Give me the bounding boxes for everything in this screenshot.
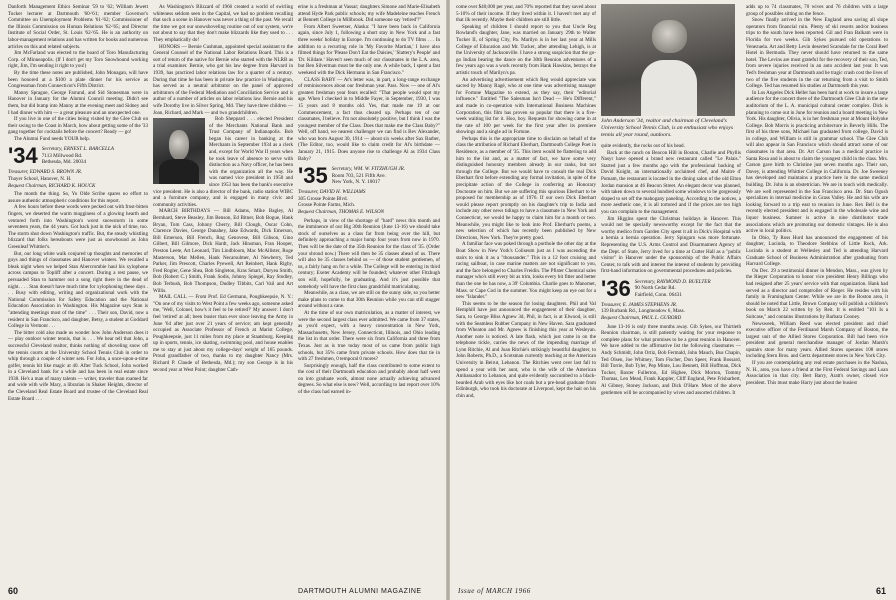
class-header-34 bbox=[8, 143, 148, 169]
paragraph: erine is a freshman at Vassar; daughters Simone and Marie-Elisabeth attend Hyde Park public schools; my wife Madeleine teaches French at Bennett College in Millbrook. Did someone say 'retired'?" bbox=[298, 4, 440, 24]
treasurer-address: Grosse Pointe Farms, Mich. bbox=[298, 202, 356, 209]
column-6 bbox=[746, 4, 888, 588]
paragraph: A few hours before these words were pecked out with frost-bitten fingers, we deserted the warm mugginess of a glowing hearth and ventured forth into Washington's worst snowstorm in some seventeen years, the 44 years. Got back just in the nick of time, too. The storm shut down Washington's traffic. But, the steady whistling blizzard that folks hereabouts were just as snowbound as John Greenleaf Whittier's. bbox=[8, 204, 148, 250]
treasurer-line: Treasurer, EDWARD S. BROWN JR. bbox=[8, 169, 83, 176]
column-5 bbox=[601, 4, 741, 588]
page-number-right: 61 bbox=[875, 586, 886, 596]
photo-figure-body bbox=[641, 60, 697, 116]
class-number: '36 bbox=[601, 275, 631, 301]
running-footer-left: DARTMOUTH ALUMNI MAGAZINE bbox=[298, 588, 422, 595]
class-number: '34 bbox=[8, 143, 38, 169]
secretary-address: Fairfield, Conn. 06431 bbox=[634, 291, 682, 298]
paragraph: On Dec. 29 a testimonial dinner in Mendon, Mass., was given by the Rieger Corporation to honor vice president Henry Billings who had resigned after 25 years' service with that organization. Hank had served as a director and comptroller of Rieger. He resides with his family in Framingham Center. While we are in the Boston area, it should be noted that Little, Brown Company will publish a children's book on March 22 written by Sy Reit. It is entitled "101 Is a Suitcase," and contains illustrations by Barbara Cooney. bbox=[746, 267, 888, 320]
paragraph: Jim McFarland was elected to the board of Toro Manufacturing Corp. of Minneapolis. (If I don't get my Toro Snowhound working right, Jim, I'm sending it right to you!) bbox=[8, 50, 148, 70]
paragraph: Back at the ranch on Beacon Hill in Boston, Charlie and Phyllis Nasyr have opened a brand new restaurant called "Le Palais." Started just a few months ago with the professional backing of David Knight, an internationally acclaimed chef, and Maitre d' Putnam, the restaurant is located in the dining salon of the old Elton Jordan mansion at 46 Beacon Street. An elegant decor was planned, with taken down to several hundred some windows to be gorgeously draped to set off the mahogany paneling. According to the notices, a more aesthetic one, it is all tortured and if the prices are too high you can complain to the management. bbox=[601, 149, 741, 215]
paragraph: As Washington's Blizzard of 1966 created a world of swirling whiteness seldom seen in the Capital, we had no problem recalling that such a scene in Hanover was never a thing of the past. We recall the time we got our snowshoveling routine out of our system, we're not about to say that they don't make blizzards like they used to . . . They emphatically do! bbox=[153, 4, 293, 43]
secretary-line: Secretary, WM. W. FITZHUGH JR. bbox=[331, 166, 406, 173]
secretary-address: Room 703, 521 Fifth Ave. bbox=[331, 172, 386, 179]
bequest-chairman: Bequest Chairman, PAUL L. GUBORD bbox=[601, 315, 682, 322]
paragraph: An advertising advertisement which Reg would appreciate was sacred by Manny Ragé, who at one time was advertising manager for Fortune Magazine to extend, as they say, their "editorial influence." Entitled "The Salesman Isn't Dead — He's Different," and made in co-operation with International Business Machines Corporation, this film has proven so popular that there is a five-week waiting list for it. Hoo, boy. Requests for showing came in at the rate of 100 per week for the first year after its premiere showings and a single ad in Fortune. bbox=[456, 76, 596, 136]
class-officers bbox=[332, 166, 405, 185]
class-number: '35 bbox=[298, 163, 328, 189]
secretary-address: Bethesda, Md. 20034 bbox=[41, 159, 87, 166]
class-officers bbox=[42, 146, 114, 165]
class-header-35 bbox=[298, 163, 440, 189]
paragraph: Newsweek, William Reed was elected president and chief executive officer of the Ferdinand Marsh Company of Boston, the largest unit of the Allied Stores Corporation. Bill had been vice president and general merchandise manager of Jordan Marsh's upstairs store for many years. Allied Stores operates 108 stores including Stern Bros. and Gertz department stores in New York City. bbox=[746, 320, 888, 360]
paragraph: This seems to be the season for losing daughters. Phil and Val Hemphill have just announced the engagement of their daughter, Sara, to George Bliss Agnew 3d, Phil, in fact, is at Elwood, is still with the Seamless Rubber Company in New Haven. Sara graduated from Wheaton and Mr. Agnew is finishing this year at Wesleyan. Another note is noticed. A late flash, which just came in on the telephone tickle, carries the news of the impending marriage of Lynn Ritchie, Al and Joan Ritchie's strikingly beautiful daughter, to John Roberts, Ph.D., a Scotsman currently teaching at the American University in Beirut, Lebanon. The Ritchies went over last fall to spend a year with her aunt, who is the wife of the American Ambassador to Lebanon, and quite evidently succumbed to a black-bearded Arab with eyes like hot coals but a pre-head graduate from Edinburgh, who took his doctorate at Liverpool, kept the hair on his chin and, bbox=[456, 300, 596, 400]
paragraph: The month the thing. So, Yo Olde Scribe spares no effort to assure authentic atmospheric conditions for this report. bbox=[8, 191, 148, 204]
paragraph: From Albert Sweetser, Alaska: "I have been back in California again, since July 1, following a short stay in New York and a fast three weeks' holiday in Europe. I'm continuing to do TV films . . . In addition to a recurring role in 'My Favorite Martian,' I have also filmed things for 'Please Don't Eat the Daisies,' 'Slattery's People' and 'Dr. Kildare.' Haven't seen much of our classmates in the L.A. area, but Ben Silverman must be the only one. A while back, I spent a fast weekend with the Dick Hermann in San Francisco." bbox=[298, 23, 440, 76]
photo-figure bbox=[652, 20, 687, 54]
paragraph: Snow finally arrived in the New England area saving all slope operators from financial ruin. Plenty of ski resorts and/or business trips to the south have been reported. Gil and Fran Balkam were in Florida for two weeks. Gib Sykes pursued old operations to Venezuela. Art and Betty Levin deserted Scarsdale for the Coral Reef Hotel in Bermuda. They never should have returned to the same hotel. The Levins are most grateful for the recovery of their son, Ted, from severe injuries received in an auto accident last year. It was Ted's freshman year at Dartmouth and he tragic crash cost the lives of two of the five students in the car returning from a visit to Smith College. Ted has resumed his studies at Dartmouth this year. bbox=[746, 17, 888, 90]
column-3 bbox=[298, 4, 440, 588]
paragraph: Manny Sprague, George Farrand, and Sid Stonesman were in Hanover in January for the Alumni Council meeting. Didn't see them, but did bump into Manny at the evening meet and Sidney and I had dinner with him — a great pleasure and an unexpected one. bbox=[8, 89, 148, 116]
paragraph: quite evidently, the rocks out of his head. bbox=[601, 143, 685, 149]
page-number-left: 60 bbox=[8, 586, 19, 596]
class-header-36 bbox=[601, 275, 741, 301]
paragraph: By the time these notes are published, John Monagan, will have been honored at a $100 a plate dinner for his service as Congressman from Connecticut's Fifth District. bbox=[8, 69, 148, 90]
paragraph: MARCH BIRTHDAYS — Bill Adams, Mike Bagley, Al Bernhard, Steve Beasley, Jim Benson, Ed Bitner, Bob Bogue, Hank Bryan, Tom Cass, Johnny Cherry, Bill Clough, Oscar Cohn, Clarence Davies, George Danahey, Jake Edwards, Dick Emerson, Bill Emerson, Bill French, Rog Genovese, Bill Gibson, Gino Gilbert, Bill Gilmore, Dick Hardt, Jack Hinsman, Fran Hooper, Preston Leete, Art Leonard, Tim Lindbloom, Mac McAllister, Roge Masterson, Mat Mellen, Hank Necarsulmer, Al Newberry, Ted Parker, Jim Prescott, Charles Pyewell, Art Reinhert, Hank Rigby, Fred Rogler, Gene Shea, Bob Singleton, Kras Smart, Duryea Smith, Bob (Robert C.) Smith, Frank Sodis, Johnny Spiegel, Ray Stodley, Bob Terbush, Bob Thompson, Dudley Tibbits, Carl Vail and Art Willis. bbox=[153, 208, 293, 294]
secretary-line: Secretary, RAYMOND D. BUELTER bbox=[634, 278, 711, 285]
running-footer-right: Issue of MARCH 1966 bbox=[458, 587, 531, 595]
column-1 bbox=[8, 4, 148, 588]
paragraph: If you live in one of the cities being visited by the Glee Club on their swing to the Coast in March, how about getting some of the '33 gang together for cocktails before the concert? Ready — go! bbox=[8, 116, 148, 136]
column-4 bbox=[456, 4, 596, 588]
paragraph: Perhaps this is the appropriate time to disclaim on behalf of the class the attribution of Richard Eberhart, Dartmouth College Poet in Residence, as a member of '35. This item would be flattering to add him to the list and, as a matter of fact, we have some very distinguished honorary members already in our ranks, but not through the College. But we would have to consult the real Dick Eberhart first before extending any formal invitation, in spite of the precipitate action of the College in conferring an Honorary Doctorate on him. But we are suffering this spurious Eberhart to be proposed for membership as of 1976. If our own Dick Eberhart would please report promptly on his daughter's trip to India and include any other news tidings to have a classmate in New York and Connecticut, we would be happy to claim him for a month or two. Meanwhile, you might like to look into Prof. Eberhart's poems, a new selection of which has recently been published by New Directions, New York. They're pretty good. bbox=[456, 135, 596, 241]
paragraph: Bob Sheppard . . . elected President of the Merchants National Bank and Trust Company of Indianapolis. Bob began his career in banking at the Merchants in September 1934 as a clerk and, except for World War II years when he took leave of absence to serve with distinction as a Navy officer, he has been with the organization all the way. He was named vice president in 1950 and since 1953 has been the bank's executive vice president. He is also a director of the bank, radio station WIBC and a furniture company, and is engaged in many civic and community activities. bbox=[153, 116, 293, 208]
paragraph: Perhaps, in view of the shortage of "hard" news this month and the imminence of our Big 30th Reunion (June 13-16) we should take stock of ourselves as a class far from being over the hill, but definitely approaching a major hump four years from now in 1970. Then will be the date of the 35th Reunion for the class of '35. (Order your shroud now.) There will then be 35 classes ahead of us. There will also be 35 classes behind us — of those student gentlemen, of us, a fairly hang on for a while. The College will be entering its third century; Exeter Academy will be founded; whatever other Fitzhugh son will, hopefully, be graduating. And it's just possible that somebody will have the first class grandchild matriculating. bbox=[298, 217, 440, 290]
paragraph: Jim Higgins spent the Christmas holidays in Hanover. This would not be specially newsworthy except for the fact that the worthy medico from Garden City spent it all in Dick's Hospital with a hernia a hernia operation. Jerry Spingarn was more fortunate. Representing the U.S. Arms Control and Disarmament Agency of the Dept. of State, Jerry lived for a time at Cutter Hall as a "public visitor" in Hanover under the sponsorship of the Public Affairs Center, to talk with and interest the interest of students by providing first-hand information on governmental procedures and policies. bbox=[601, 215, 741, 275]
class-officers bbox=[635, 279, 711, 298]
paragraph: Danforth Management Ethics Seminar '59 to '62; William Jewett Tucker lecturer at Dartmouth '60-'61; member Governor's Committee on Unemployment Problems '61-'62; Commissioner of the Illinois Commission on Human Relations '62-'65; and Director Institute of Social Order, St. Louis '62-'65. He is an authority on labor-management relations and has written for books and numerous articles on this and related subjects. bbox=[8, 4, 148, 50]
paragraph: June 13-16 is only three months away. Gib Sykes, our Thirtieth Reunion chairman, is still patiently waiting for your response to complete plans for what promises to be a great reunion in Hanover. We have added to the affirmative list the following classmates — Andy Schmidt, John Ortiz, Bob Fermald, John Mauch, Bus Chapin, Ted Olsen, Joe Whitney, Tom Fischer, Don Speer, Frank Bossard, Bill Torrie, Bob Tyler, Pep Minte, Lou Bennett, Bill Hoffman, Dick Tucker, Baxter Fullerton, Ed Higbee, Dick Morton, Tommy Thomas, Len Mead, Frank Kappler, Cliff England, Pete Frisbarbert, Al Gibney, Stoney Jackson, and Dick O'Hare. Most of the above gentlemen will be accompanied by wives and assorted children. It bbox=[601, 323, 741, 396]
paragraph: Meanwhile, as a class, we are still on the sunny side, so you better make plans to come to that 30th Reunion while you can still stagger around without a cane. bbox=[298, 290, 440, 310]
treasurer-line: Treasurer, DAVID H. WILLIAMS bbox=[298, 189, 366, 196]
secretary-address: New York, N. Y. 10017 bbox=[331, 179, 381, 186]
column-2 bbox=[153, 4, 293, 588]
bob-sheppard-portrait bbox=[153, 118, 205, 184]
treasurer-address: 305 Grosse Pointe Blvd. bbox=[298, 195, 348, 202]
john-anderson-photo bbox=[601, 4, 735, 116]
paragraph: In Ohio, Ty Ross Hurd has announced the engagement of his daughter, Lucinda, to Theodore Stebbins of Little Rock, Ark. Lucinda is a student at Wellesley and Ted is attending Harvard Graduate School of Business Administration after graduating from Harvard College. bbox=[746, 234, 888, 268]
paragraph: The bitter cold also made us wonder how John Anderson does it — play outdoor winter tennis, that is . . . We hear tell that John, a successful Cleveland realtor, thinks nothing of shoveling snow off the tennis courts at the University School Tennis Club in order to whip through a couple of winter sets. For John, a once-upon-a-time golfer, tennis hit like magic at 40. After Tuck School, John worked in a Cleveland bank for a while and has been in real estate since 1938. He's a man of many talents — writer, traveler than roamed far and wide with wife Mary, a librarian in Shaker Heights, director of the Cleveland Real Estate Board and trustee of the Cleveland Real Estate Board . . . bbox=[8, 329, 148, 402]
paragraph: Speaking of children I should report to you that Uncle Reg Rowland's daughter, Jane, was married on January 29th to Walter Tucker II, of Spring City, Pa. Marilyn is in her last year at Mills College of Education and Mr. Tucker, after attending Lehigh, is at the University of Jacksonville. I have a strong suspicion that the go-go Indian bearing the dance on the 30th Reunion adventures of a few years ago was a work recently from Hank Hawkins, betrays the artistic touch of Marilyn's pa. bbox=[456, 23, 596, 76]
paragraph: HONORS — Bernie Cushman, appointed special assistant to the General Counsel of the National Labor Relations Board. This is a sort of return of the native for Bernie who started with the NLRB as a trial examiner. Bernie, who got his law degree from Harvard in 1939, has practiced labor relations law for a quarter of a century. During that time he has been in private law practice in Washington, has served as a neutral arbitrator on the panel of approved arbitrators of the Federal Mediation and Conciliation Service and is author of a number of articles on labor relations law. Bernie and his wife Dorothy live in Silver Spring, Md. They have three children — Joan, Richard, and Mark — and two grandchildren. bbox=[153, 43, 293, 116]
portrait-suit bbox=[159, 159, 199, 184]
paragraph: adds up to 74 classmates, 70 wives and 76 children with a large group of possibles sitting on the fence. bbox=[746, 4, 888, 17]
paragraph: Surprisingly enough, half the class contributed to some extent to the cost of their Dartmouth education and probably about half went on into graduate work, almost none actually achieving advanced degrees. So what else is new? Well, according to last report over 10% of the class had earned in- bbox=[298, 362, 440, 396]
treasurer-line: Treasurer, E. JAMES STEPHENS JR. bbox=[601, 301, 678, 308]
treasurer-address: 139 Burbank Rd., Longmeadow 6, Mass. bbox=[601, 308, 685, 315]
paragraph: MAIL CALL — From Prof. Ed Germann, Poughkeepsie, N. Y.: "On one of my visits to West Point a few weeks ago, someone asked me, 'Well, Colonel, how's it feel to be retired?' My answer: I don't feel 'retired' at all; been busier than ever since leaving the Army in June '64 after just over 21 years of service; am kept generally occupied as Associate Professor of French at Marist College, Poughkeepsie, just 11 miles from my place at Staatsburg. Keeping up in sports, tennis, ice skating, swimming pool, and house enables me to stay at just about my college-days' weight of 165 pounds. Proud grandfather of two, thanks to my daughter Nancy (Mrs. Richard P. Claude of Bethesda, Md.); my son George is in his second year at West Point; daughter Cath- bbox=[153, 294, 293, 373]
secretary-address: 90 North Cedar Rd. bbox=[634, 285, 676, 292]
paragraph: come over $40,000 per year, and 70% reported that they saved about 5-10% of their income. If they lived within it. I haven't met any of that ilk recently. Maybe their children are still little. bbox=[456, 4, 596, 24]
spine-gutter bbox=[446, 0, 450, 600]
photo-caption: John Anderson '34, realtor and chairman of Cleveland's University School Tennis Club, is an enthusiast who enjoys tennis all year round, outdoors. bbox=[601, 118, 734, 138]
paragraph: CLASS BABY — At's letter was, in part, a long-range exchange of reminiscences about our freshman year. Pass. Now — one of Al's greatest freshman year fears recalled: "That people would spot my age. When I checked in to Middle Fayer, in September, 1930, I was 15 years and 8 months old. Yes, that made me 19 at our Commencement, a fact thus cleared up. Perhaps ten of our classmates, I believe. I'm not absolutely positive, but I think I was the youngest member of the Class. Does that make me the Class Baby?" Well, off hand, we nearest challenger we can find is Bev Alexander, who was born August 30, 1914 — about six weeks after Sax Barber, (The Editor, too, would like to claim credit for Al's birthdate — January 21, 1915. Does anyone rise to challenge Al as 1934 Class Baby? bbox=[298, 76, 440, 162]
paragraph: If you are contemplating any real estate purchases in the Nashua, N. H., area, you have a friend at the First Federal Savings and Loan Association in that city. Bert Barry, Aratt's owner, closed vice president. This must make Harry just about the busiest bbox=[746, 360, 888, 386]
paragraph: The Alumni Fund needs YOUR help. bbox=[14, 135, 90, 142]
paragraph: In Los Angeles Dick Heller has been hard at work to insure a large audience for the concert there of the Dartmouth Glee Club in the new auditorium of the L. A. municipal cultural center complex. Dick is planning to come out in June for reunion and a board meeting in New York. His daughter, Olivia, is in her freshman year at Mount Holyoke College. Bob Morris is practicing architecture in Beverly Hills. The first of his three sons, Michael has graduated from college, David is in college, and William is still in grammar school. The Glee Club will also appear in San Francisco which should attract some of our classmates in that area. Dr. Art Carson has a medical practice in Santa Rosa and is about to claim the youngest child in the class. Mrs. Carson gave birth to Christine just seven months ago. Their son, Davey, is attending Whittier College in California. Dr. Joe Sweeney has developed and maintains a practice here in the same medical building. Dr. John is an obstetrician. We are in touch with medically. We are well represented in the San Francisco area. Dr. Stan Ogush specializes in internal medicine in Grass Valley. He and his wife are looking forward to a trip east to reunion in June. Rex Bell is the recently elected president and is engaged in the wholesale wine and liquor business. Sumner is active in nine distributor trade associations which are promoting our domestic vintages. He is also active in local politics. bbox=[746, 89, 888, 235]
secretary-line: Secretary, ERNEST L. BARCELLA bbox=[41, 146, 114, 153]
paragraph: A familiar face was poked through a porthole the other day at the Boat Show in New York's Coliseum just as I was ascending the stairs to sink it as a "thousander." This in a 12 foot cruising and racing sailboat, in case marine matters are not significant to you, and the face belonged to Charles Freidin. The Pfister Chemical sales manager who's still every bit as trim, looks every bit fitter and better than the one he has now, a 39' Columbia. Charlie goes to Manomet, Mass. or Cape Cod in the summer. You might keep an eye out for a new "Islander." bbox=[456, 241, 596, 301]
bequest-chairman: Bequest Chairman, RICHARD K. HOUCK bbox=[8, 182, 96, 189]
secretary-address: 7113 Millwood Rd. bbox=[41, 152, 83, 159]
col1-top-paras bbox=[8, 4, 148, 142]
bequest-chairman: Bequest Chairman, THOMAS E. WILSON bbox=[298, 209, 385, 216]
paragraph: At the time of our own matriculation, as a matter of interest, we were the second largest class ever admitted. We came from 37 states, as you'd expect, with a heavy concentration in New York, Massachusetts, New Jersey, Connecticut, Illinois, and Ohio leading the list in that order. There were six from California and three from Texas. Just as is true today most of us came from public high schools, but 35% came from private schools. How does that tie in with 27 freshmen, 0 temporal 0 mores? bbox=[298, 309, 440, 363]
treasurer-address: Thayer School, Hanover, N. H. bbox=[8, 176, 72, 183]
portrait-face bbox=[169, 130, 190, 160]
paragraph: But, our long white walk conjured up thoughts and memories of guys and things of classmates and Hanover winters. We recalled a bleak night when we helped Stan Abercrombie haul his xylophone across campus to Topliff after a concert. During a rest pause, we persuaded Stan to hammer out a song right there in the dead of night. . . . Stan doesn't have much time for xylophoning these days . . . Busy with editing, writing and organizational work with the National Commission for Safety Education and the National Education Association in Washington. His Magazine says Stan is "attending meetings most of the time" . . . Their son, David, now a resident in San Francisco, and daughter, Betsy, a student at Goddard College in Vermont . . . bbox=[8, 250, 148, 330]
